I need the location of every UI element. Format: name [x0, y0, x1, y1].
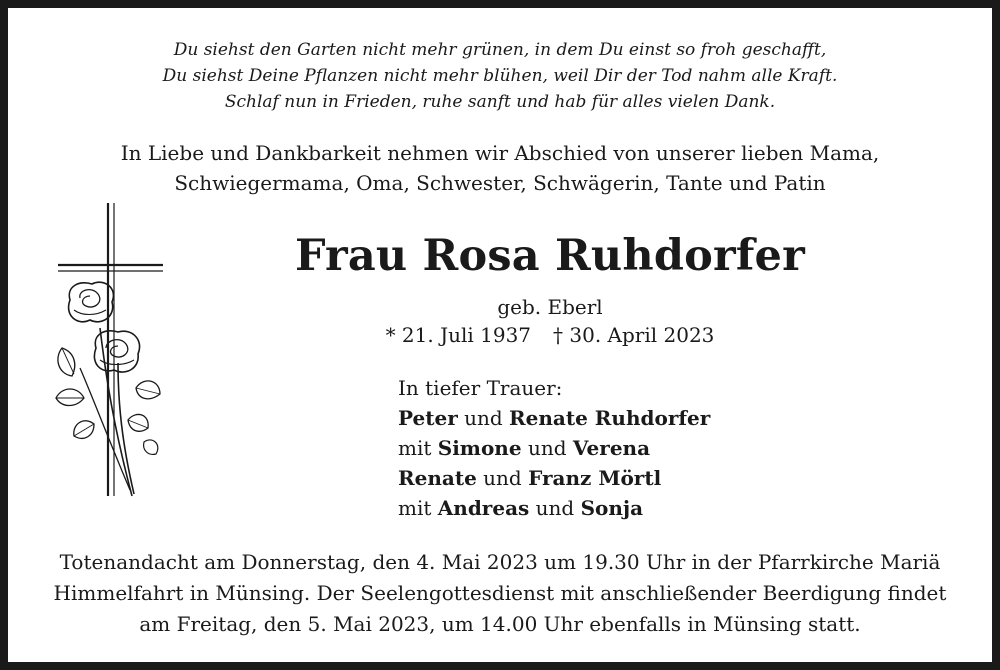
- mourner-name: Renate: [398, 466, 477, 490]
- conjunction: und: [535, 496, 575, 520]
- poem-line: Du siehst den Garten nicht mehr grünen, in dem Du einst so froh geschafft,: [173, 40, 827, 60]
- mourner-name: Franz Mörtl: [528, 466, 662, 490]
- life-dates: [330, 322, 770, 348]
- mourners-heading: In tiefer Trauer:: [398, 376, 563, 400]
- maiden-name: geb. Eberl: [497, 295, 603, 319]
- mourner-line: [398, 493, 818, 523]
- intro-line: Schwiegermama, Oma, Schwester, Schwägerin, Tante und Patin: [174, 171, 826, 195]
- death-date: † 30. April 2023: [553, 323, 715, 347]
- mourner-name: Peter: [398, 406, 458, 430]
- mourner-name: Andreas: [437, 496, 530, 520]
- conjunction: und: [483, 466, 522, 490]
- poem-line: Schlaf nun in Frieden, ruhe sanft und hab für alles vielen Dank.: [224, 92, 776, 112]
- conjunction: und: [527, 436, 567, 460]
- mourner-name: Renate Ruhdorfer: [509, 406, 711, 430]
- mourner-name: Verena: [572, 436, 651, 460]
- service-line: Himmelfahrt in Münsing. Der Seelengottesdienst mit anschließender Beerdigung findet: [53, 581, 947, 605]
- conjunction: mit: [398, 436, 432, 460]
- mourner-name: Sonja: [580, 496, 644, 520]
- mourner-line: [398, 463, 818, 493]
- mourner-line: [398, 433, 818, 463]
- cross-with-roses-icon: [48, 198, 173, 503]
- mourner-name: Simone: [437, 436, 522, 460]
- service-line: Totenandacht am Donnerstag, den 4. Mai 2023 um 19.30 Uhr in der Pfarrkirche Mariä: [59, 550, 941, 574]
- intro-line: In Liebe und Dankbarkeit nehmen wir Abschied von unserer lieben Mama,: [120, 141, 880, 165]
- service-info: [0, 547, 1000, 640]
- poem-line: Du siehst Deine Pflanzen nicht mehr blühen, weil Dir der Tod nahm alle Kraft.: [162, 66, 838, 86]
- mourner-line: [398, 403, 818, 433]
- birth-date: * 21. Juli 1937: [385, 323, 532, 347]
- intro-text: [0, 138, 1000, 198]
- service-line: am Freitag, den 5. Mai 2023, um 14.00 Uhr ebenfalls in Münsing statt.: [139, 612, 861, 636]
- conjunction: mit: [398, 496, 432, 520]
- poem: [0, 37, 1000, 115]
- deceased-name: Frau Rosa Ruhdorfer: [295, 231, 805, 281]
- mourners-list: [398, 373, 818, 523]
- conjunction: und: [464, 406, 503, 430]
